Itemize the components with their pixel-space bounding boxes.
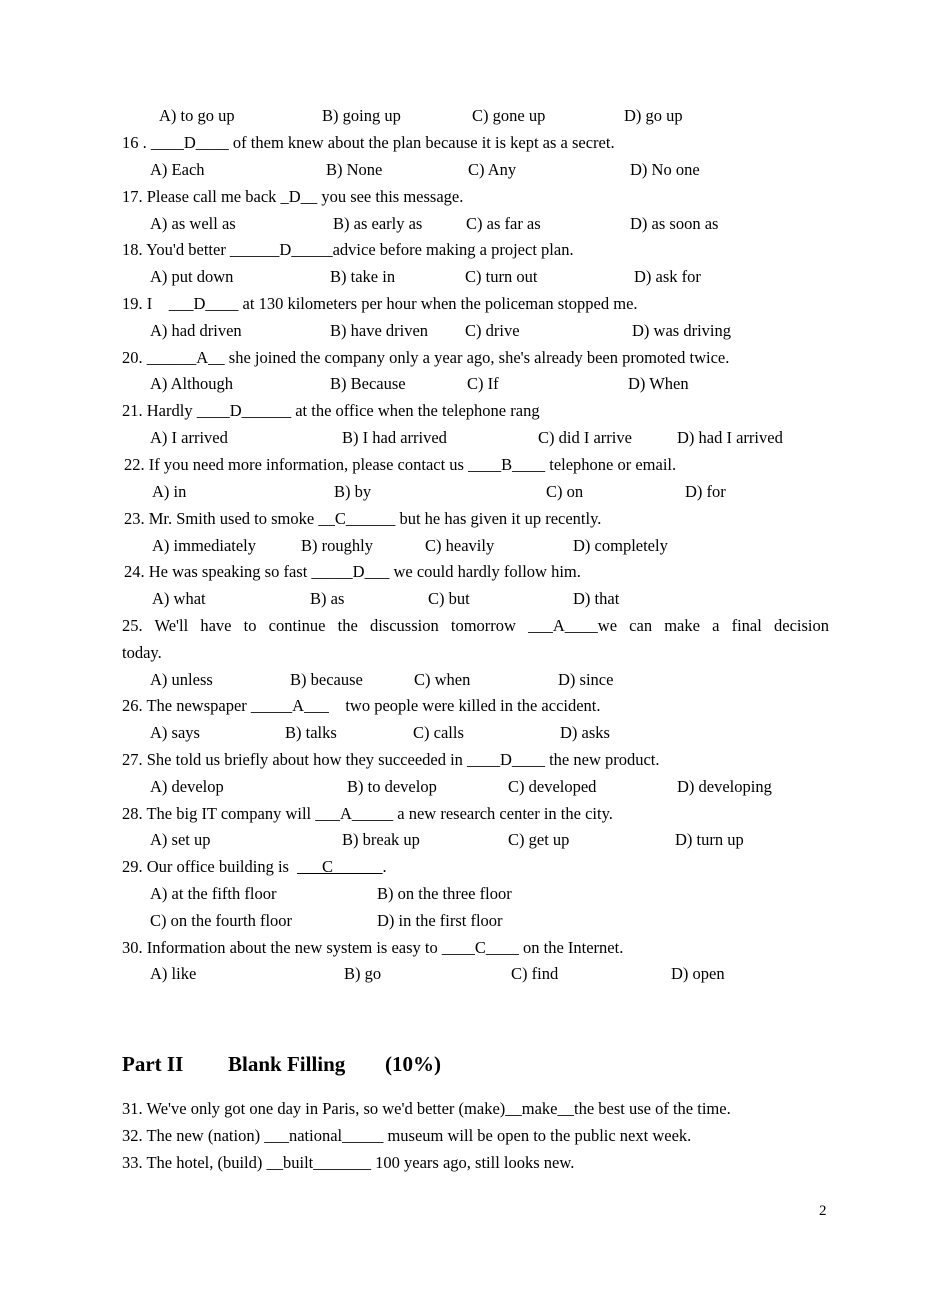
heading-name: Blank Filling [228,1052,346,1076]
option: C) turn out [465,267,538,286]
option: C) Any [468,160,517,179]
option: C) calls [413,723,464,742]
option: B) as [310,589,345,608]
option: A) set up [150,830,211,849]
option: A) develop [150,777,224,796]
option: D) for [685,482,726,501]
option: B) None [326,160,383,179]
question-text: 18. You'd better ______D_____advice before making a project plan. [122,240,574,259]
option: A) put down [150,267,234,286]
option: C) get up [508,830,570,849]
option: D) had I arrived [677,428,783,447]
option: C) drive [465,321,520,340]
option: D) When [628,374,689,393]
question-text: 28. The big IT company will ___A_____ a new research center in the city. [122,804,613,823]
question-text: 16 . ____D____ of them knew about the plan because it is kept as a secret. [122,133,615,152]
option: A) to go up [159,106,235,125]
option: C) did I arrive [538,428,632,447]
question-text: 27. She told us briefly about how they succeeded in ____D____ the new product. [122,750,660,769]
heading-weight: (10%) [385,1052,441,1076]
option: D) ask for [634,267,701,286]
question-text: 30. Information about the new system is easy to ____C____ on the Internet. [122,938,624,957]
option: A) in [152,482,187,501]
option: C) as far as [466,214,541,233]
question-text [122,857,387,877]
option: D) developing [677,777,772,796]
option: B) as early as [333,214,423,233]
option: D) asks [560,723,610,742]
option: C) find [511,964,559,983]
question-text: 21. Hardly ____D______ at the office when the telephone rang [122,401,540,420]
option: B) Because [330,374,406,393]
option: C) developed [508,777,597,796]
blank-filling-item: 31. We've only got one day in Paris, so we'd better (make)__make__the best use of the time. [122,1099,731,1118]
option: A) I arrived [150,428,228,447]
option: B) I had arrived [342,428,447,447]
page-number: 2 [819,1203,827,1219]
option: B) go [344,964,382,983]
option: A) what [152,589,206,608]
option: C) but [428,589,470,608]
question-text: 17. Please call me back _D__ you see this message. [122,187,464,206]
option: B) by [334,482,372,501]
option: A) immediately [152,536,257,555]
option: B) going up [322,106,401,125]
blank-filling-item: 32. The new (nation) ___national_____ museum will be open to the public next week. [122,1126,692,1145]
option: B) break up [342,830,420,849]
option: D) turn up [675,830,744,849]
section-heading [122,1052,441,1076]
option: D) in the first floor [377,911,503,930]
option: D) No one [630,160,700,179]
option: D) as soon as [630,214,719,233]
option: A) like [150,964,197,983]
question-text: 20. ______A__ she joined the company only a year ago, she's already been promoted twice. [122,348,730,367]
option: B) because [290,670,363,689]
question-text: 25. We'll have to continue the discussion tomorrow ___A____we can make a final decision [122,616,829,635]
option: A) had driven [150,321,242,340]
question-text-continued: today. [122,643,162,662]
option: D) open [671,964,725,983]
blank-filling-item: 33. The hotel, (build) __built_______ 100 years ago, still looks new. [122,1153,575,1172]
option: C) If [467,374,499,393]
option: C) gone up [472,106,546,125]
option: A) as well as [150,214,236,233]
answer-blank: ___C______ [297,857,383,876]
option: B) take in [330,267,396,286]
option: C) on [546,482,584,501]
question-text: 19. I ___D____ at 130 kilometers per hour when the policeman stopped me. [122,294,638,313]
option: D) that [573,589,620,608]
question-suffix: . [382,857,387,876]
question-text: 23. Mr. Smith used to smoke __C______ but he has given it up recently. [124,509,602,528]
question-text: 26. The newspaper _____A___ two people were killed in the accident. [122,696,601,715]
option: B) talks [285,723,337,742]
question-text: 24. He was speaking so fast _____D___ we could hardly follow him. [124,562,581,581]
option: B) to develop [347,777,437,796]
option: A) at the fifth floor [150,884,277,903]
option: D) go up [624,106,683,125]
option: B) have driven [330,321,429,340]
heading-part: Part II [122,1052,184,1076]
option: D) completely [573,536,668,555]
option: A) unless [150,670,213,689]
option: C) when [414,670,471,689]
question-prefix: 29. Our office building is [122,857,298,876]
option: A) says [150,723,200,742]
question-text: 22. If you need more information, please contact us ____B____ telephone or email. [124,455,677,474]
option: D) since [558,670,614,689]
option: B) on the three floor [377,884,512,903]
option: A) Although [150,374,233,393]
option: B) roughly [301,536,373,555]
option: D) was driving [632,321,731,340]
option: C) heavily [425,536,495,555]
option: C) on the fourth floor [150,911,293,930]
option: A) Each [150,160,205,179]
